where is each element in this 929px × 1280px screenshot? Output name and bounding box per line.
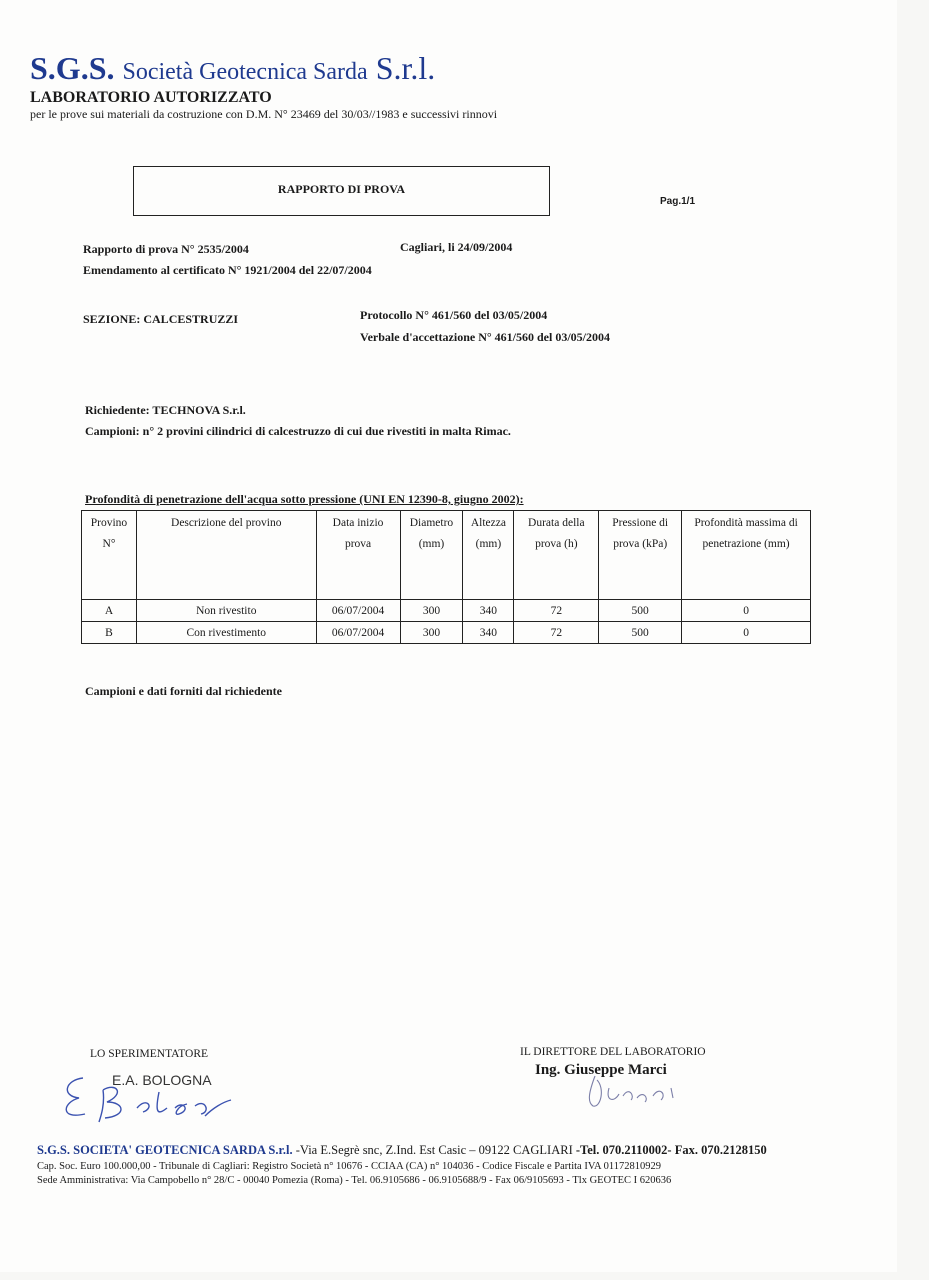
footer-admin-office: Sede Amministrativa: Via Campobello n° 28/C - 00040 Pomezia (Roma) - Tel. 06.9105686 - 06.9105688/9 - Fax 06/9105693 - Tlx GEOTEC I 620636 <box>37 1175 672 1186</box>
lab-subtitle: per le prove sui materiali da costruzione con D.M. N° 23469 del 30/03//1983 e successivi rinnovi <box>30 107 498 121</box>
experimenter-label: LO SPERIMENTATORE <box>90 1048 209 1060</box>
header-cell: Data inizio prova <box>316 511 400 600</box>
table-cell: Con rivestimento <box>136 622 316 644</box>
table-cell: 06/07/2004 <box>316 600 400 622</box>
report-title-box <box>133 166 550 216</box>
experimenter-stamp: E.A. BOLOGNA <box>112 1072 212 1088</box>
footer-company: S.G.S. SOCIETA' GEOTECNICA SARDA S.r.l. <box>37 1143 293 1157</box>
table-cell: 06/07/2004 <box>316 622 400 644</box>
table-header-row <box>82 511 811 600</box>
header-cell: Diametro (mm) <box>400 511 463 600</box>
table-cell: 500 <box>599 622 682 644</box>
table-cell: Non rivestito <box>136 600 316 622</box>
report-place-date: Cagliari, li 24/09/2004 <box>400 240 513 254</box>
requester: Richiedente: TECHNOVA S.r.l. <box>85 403 246 417</box>
header-cell: Durata della prova (h) <box>514 511 599 600</box>
amendment: Emendamento al certificato N° 1921/2004 del 22/07/2004 <box>83 263 372 277</box>
logo-main: S.G.S. <box>30 50 115 86</box>
header-cell: Pressione di prova (kPa) <box>599 511 682 600</box>
footer-registration: Cap. Soc. Euro 100.000,00 - Tribunale di Cagliari: Registro Società n° 10676 - CCIAA (CA) n° 104036 - Codice Fiscale e Partita IVA 01172810929 <box>37 1161 662 1172</box>
report-number: Rapporto di prova N° 2535/2004 <box>83 242 249 256</box>
samples: Campioni: n° 2 provini cilindrici di calcestruzzo di cui due rivestiti in malta Rimac. <box>85 424 511 438</box>
table-caption: Profondità di penetrazione dell'acqua sotto pressione (UNI EN 12390-8, giugno 2002): <box>85 492 524 506</box>
table-cell: B <box>82 622 137 644</box>
table-cell: 300 <box>400 622 463 644</box>
footer-company-line <box>37 1143 767 1158</box>
logo-name: Società Geotecnica Sarda <box>122 59 368 85</box>
header-cell: Altezza (mm) <box>463 511 514 600</box>
table-cell: A <box>82 600 137 622</box>
protocol: Protocollo N° 461/560 del 03/05/2004 <box>360 308 548 322</box>
table-cell: 340 <box>463 622 514 644</box>
lab-title: LABORATORIO AUTORIZZATO <box>30 89 272 106</box>
header-cell: Provino N° <box>82 511 137 600</box>
table-cell: 500 <box>599 600 682 622</box>
table-cell: 300 <box>400 600 463 622</box>
section: SEZIONE: CALCESTRUZZI <box>83 312 239 326</box>
experimenter-signature <box>55 1068 235 1128</box>
table-cell: 0 <box>682 600 811 622</box>
table-cell: 0 <box>682 622 811 644</box>
table-cell: 72 <box>514 622 599 644</box>
table-cell: 72 <box>514 600 599 622</box>
samples-note: Campioni e dati forniti dal richiedente <box>85 684 282 698</box>
acceptance: Verbale d'accettazione N° 461/560 del 03/05/2004 <box>360 330 610 344</box>
table-row <box>82 622 811 644</box>
header-cell: Profondità massima di penetrazione (mm) <box>682 511 811 600</box>
director-name: Ing. Giuseppe Marci <box>535 1062 667 1078</box>
footer-address: -Via E.Segrè snc, Z.Ind. Est Casic – 09122 CAGLIARI <box>292 1143 576 1157</box>
report-title: RAPPORTO DI PROVA <box>277 182 406 196</box>
director-signature <box>575 1068 685 1113</box>
logo-suffix: S.r.l. <box>375 50 436 86</box>
table-cell: 340 <box>463 600 514 622</box>
footer-phones: -Tel. 070.2110002- Fax. 070.2128150 <box>575 1143 767 1157</box>
table-row <box>82 600 811 622</box>
company-logo <box>30 50 435 87</box>
results-table <box>81 510 811 644</box>
header-cell: Descrizione del provino <box>136 511 316 600</box>
page-number: Pag.1/1 <box>660 196 696 207</box>
director-label: IL DIRETTORE DEL LABORATORIO <box>520 1046 706 1058</box>
